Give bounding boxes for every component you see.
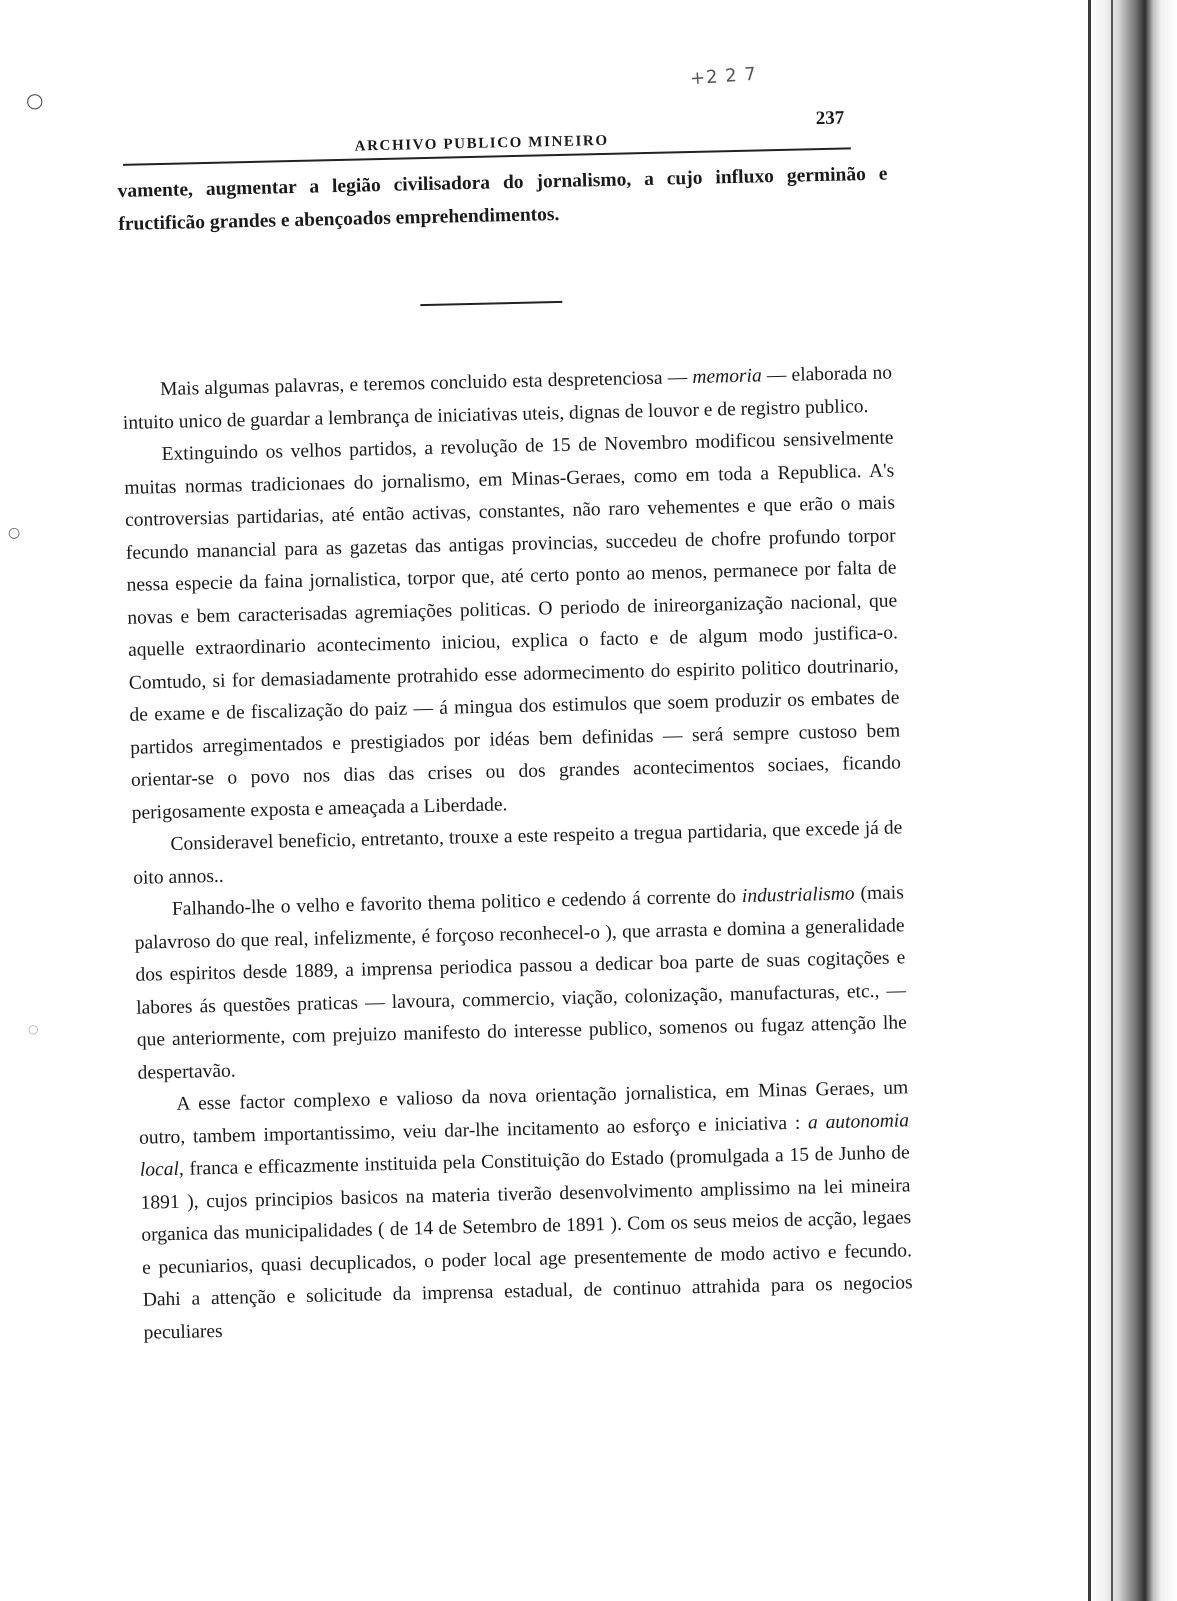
running-head	[122, 101, 851, 166]
paragraph-text: Mais algumas palavras, e teremos concluido esta despretenciosa —	[159, 367, 688, 401]
page-content	[116, 101, 914, 1350]
punch-hole-mark: ○	[26, 88, 44, 112]
running-title: ARCHIVO PUBLICO MINEIRO	[354, 132, 609, 155]
page-binding-line-secondary	[1111, 0, 1113, 1601]
paragraph-continuation: vamente, augmentar a legião civilisadora do jornalismo, a cujo influxo germinão e fructificão grandes e abençoados emprehendimentos.	[117, 163, 888, 235]
paragraph-text: franca e efficazmente instituida pela Constituição do Estado (promulgada a 15 de Junho de 1891 ), cujos principios basicos na materia tiverão desenvolvimento amplissimo na lei mineira organica das municipalidades ( de 14 de Setembro de 1891 ). Com os seus meios de acção, legaes e pecuniarios, quasi decuplicados, o poder local age presentemente de modo activo e fecundo. Dahi a attenção e solicitude da imprensa estadual, de continuo attrahida para os negocios peculiares	[140, 1142, 913, 1344]
page-binding-edge	[1027, 0, 1177, 1601]
italic-term: industrialismo	[741, 883, 855, 907]
page-binding-line	[1088, 0, 1091, 1601]
paragraph-text: A esse factor complexo e valioso da nova orientação jornalistica, em Minas Geraes, um outro, tambem importantissimo, veiu dar-lhe incitamento ao esforço e iniciativa :	[138, 1077, 909, 1149]
section-divider	[420, 301, 562, 306]
punch-hole-mark: ○	[8, 525, 21, 541]
paragraph-tregua: Consideravel beneficio, entretanto, trouxe a este respeito a tregua partidaria, que excede já de oito annos..	[133, 817, 903, 889]
paragraph-text: (mais palavroso do que real, infelizmente, é forçoso reconhecel-o ), que arrasta e domina a generalidade dos espiritos desde 1889, a imprensa periodica passou a dedicar boa parte de suas cogitações e labores ás questões praticas — lavoura, commercio, viação, colonização, manufacturas, etc., — que anteriormente, com prejuizo manifesto do interesse publico, somenos ou fugaz attenção lhe despertavão.	[134, 882, 907, 1084]
archive-stamp-mark: +2 2 7	[689, 63, 758, 90]
italic-term: memoria	[692, 365, 762, 388]
paragraph-industrialismo	[134, 877, 908, 1089]
paragraph-autonomia	[138, 1072, 914, 1349]
paragraph-text: — elaborada no intuito unico de guardar a lembrança de iniciativas uteis, dignas de louvor e de registro publico.	[122, 362, 893, 434]
punch-hole-mark: ○	[28, 1022, 39, 1036]
paragraph-text: Falhando-lhe o velho e favorito thema politico e cedendo á corrente do	[171, 886, 737, 920]
page-number: 237	[815, 107, 845, 130]
paragraph-revolution: Extinguindo os velhos partidos, a revolução de 15 de Novembro modificou sensivelmente muitas normas tradicionaes do jornalismo, em Minas-Geraes, como em toda a Republica. A's controversias partidarias, até então activas, constantes, não raro vehementes e que erão o mais fecundo manancial para as gazetas das antigas provincias, succedeu de chofre profundo torpor nessa especie da faina jornalistica, torpor que, até certo ponto ao menos, permanece por falta de novas e bem caracterisadas agremiações politicas. O periodo de inireorganização nacional, que aquelle extraordinario acontecimento iniciou, explica o facto e de algum modo justifica-o. Comtudo, si for demasiadamente protrahido esse adormecimento do espirito politico doutrinario, de exame e de fiscalização do paiz — á mingua dos estimulos que soem produzir os embates de partidos arregimentados e prestigiados por idéas bem definidas — será sempre custoso bem orientar-se o povo nos dias das crises ou dos grandes acontecimentos sociaes, ficando perigosamente exposta e ameaçada a Liberdade.	[124, 427, 902, 824]
italic-term: a autonomia local,	[139, 1109, 910, 1181]
